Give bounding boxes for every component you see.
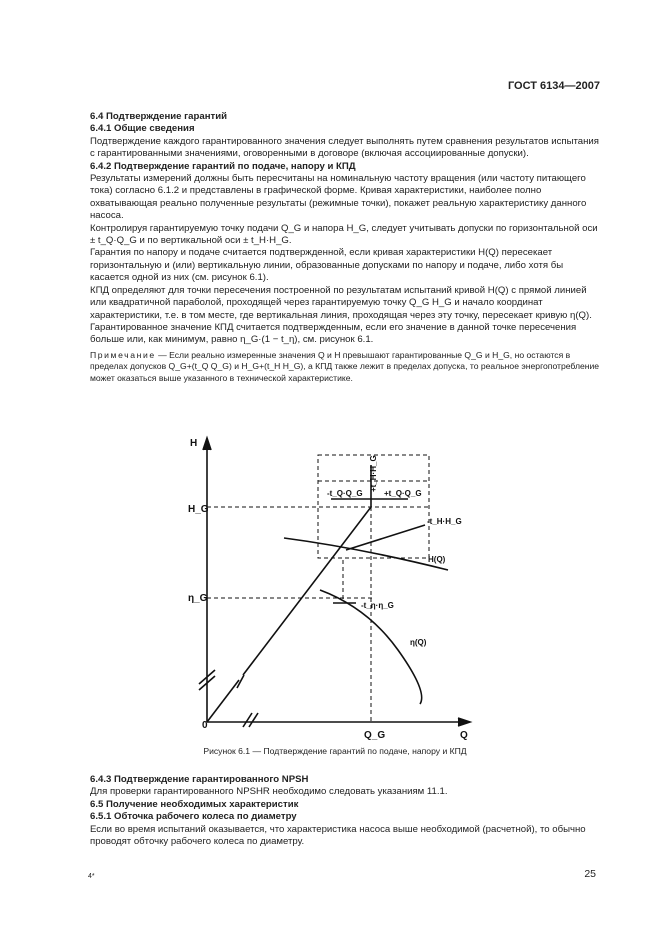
h-q-curve	[284, 538, 448, 570]
section-heading: 6.4 Подтверждение гарантий	[90, 111, 227, 122]
plus-tq-label: +t_Q·Q_G	[384, 489, 422, 498]
paragraph: Для проверки гарантированного NPSHR необходимо следовать указаниям 11.1.	[90, 786, 448, 798]
paragraph: Гарантированное значение КПД считается подтвержденным, если его значение в данной точке пересечения больше или, как минимум, равно η_G·(1 − t_η), см. рисунок 6.1.	[90, 321, 577, 346]
qg-label: Q_G	[364, 730, 386, 741]
plus-th-label: +t_H·H_G	[369, 455, 378, 492]
document-header: ГОСТ 6134—2007	[507, 80, 600, 92]
hg-label: H_G	[188, 504, 209, 515]
eta-g-label: η_G	[188, 593, 208, 604]
minus-th-label: -t_H·H_G	[427, 517, 462, 526]
origin-label: 0	[202, 720, 208, 731]
paragraph: КПД определяют для точки пересечения построенной по результатам испытаний кривой H(Q) с прямой линией или квадратичной параболой, проходящей через гарантируемую точку Q_G H_G и начало координат характеристики, т.е. в том месте, где вертикальная линия, проходящая через эту точку, пересекает кривую η(Q).	[90, 284, 592, 321]
paragraph: Контролируя гарантируемую точку подачи Q_G и напора H_G, следует учитывать допуски по горизонтальной оси ± t_Q·Q_G и по вертикальной оси ± t_H·H_G.	[90, 222, 598, 247]
figure-caption: Рисунок 6.1 — Подтверждение гарантий по подаче, напору и КПД	[203, 746, 467, 756]
origin-line	[243, 507, 371, 675]
body-text-2	[90, 774, 600, 848]
note-text: — Если реально измеренные значения Q и H превышают гарантированные Q_G и H_G, но остаются в пределах допусков Q_G+(t_Q Q_G) и H_G+(t_H H_G), а КПД также лежит в пределах допуска, то реальное энергопотребление может оказаться выше указанного в технической характеристике.	[90, 349, 600, 383]
h-axis-arrow	[203, 438, 211, 450]
note-label: Примечание	[90, 349, 156, 360]
origin-line	[207, 680, 239, 722]
subsection-heading: 6.4.3 Подтверждение гарантированного NPSH	[90, 774, 309, 785]
page-number: 25	[584, 868, 596, 880]
h-q-label: H(Q)	[428, 555, 446, 564]
section-heading: 6.5 Получение необходимых характеристик	[90, 798, 299, 810]
paragraph: Гарантия по напору и подаче считается подтвержденной, если кривая характеристики H(Q) пересекает горизонтальную и (или) вертикальную линии, образованные допусками по напору и подаче, либо хотя бы касается одной из них (см. рисунок 6.1).	[90, 247, 564, 284]
subsection-heading: 6.4.2 Подтверждение гарантий по подаче, напору и КПД	[90, 160, 356, 172]
q-axis-arrow	[458, 718, 470, 726]
paragraph: Результаты измерений должны быть пересчитаны на номинальную частоту вращения (или частоту питающего тока) согласно 6.1.2 и представлены в графической форме. Кривая характеристики, наиболее полно охватывающая реально полученные результаты (режимные точки), покажет реальную характеристику данного насоса.	[90, 173, 587, 222]
subsection-heading: 6.4.1 Общие сведения	[90, 123, 195, 135]
minus-teta-label: -t_η·η_G	[361, 601, 394, 610]
axis-q-label: Q	[460, 730, 468, 741]
paragraph: Подтверждение каждого гарантированного значения следует выполнять путем сравнения результатов испытания с гарантированными значениями, оговоренными в договоре (включая ассоциированные допуски).	[90, 135, 599, 160]
paragraph: Если во время испытаний оказывается, что характеристика насоса выше необходимой (расчетной), то обычно проводят обточку рабочего колеса по диаметру.	[90, 823, 586, 848]
minus-th-arrow	[346, 525, 425, 550]
signature-mark: 4*	[88, 873, 95, 880]
minus-tq-label: -t_Q·Q_G	[327, 489, 363, 498]
eta-q-label: η(Q)	[410, 638, 427, 647]
axis-h-label: H	[190, 438, 198, 449]
subsection-heading: 6.5.1 Обточка рабочего колеса по диаметру	[90, 811, 297, 823]
